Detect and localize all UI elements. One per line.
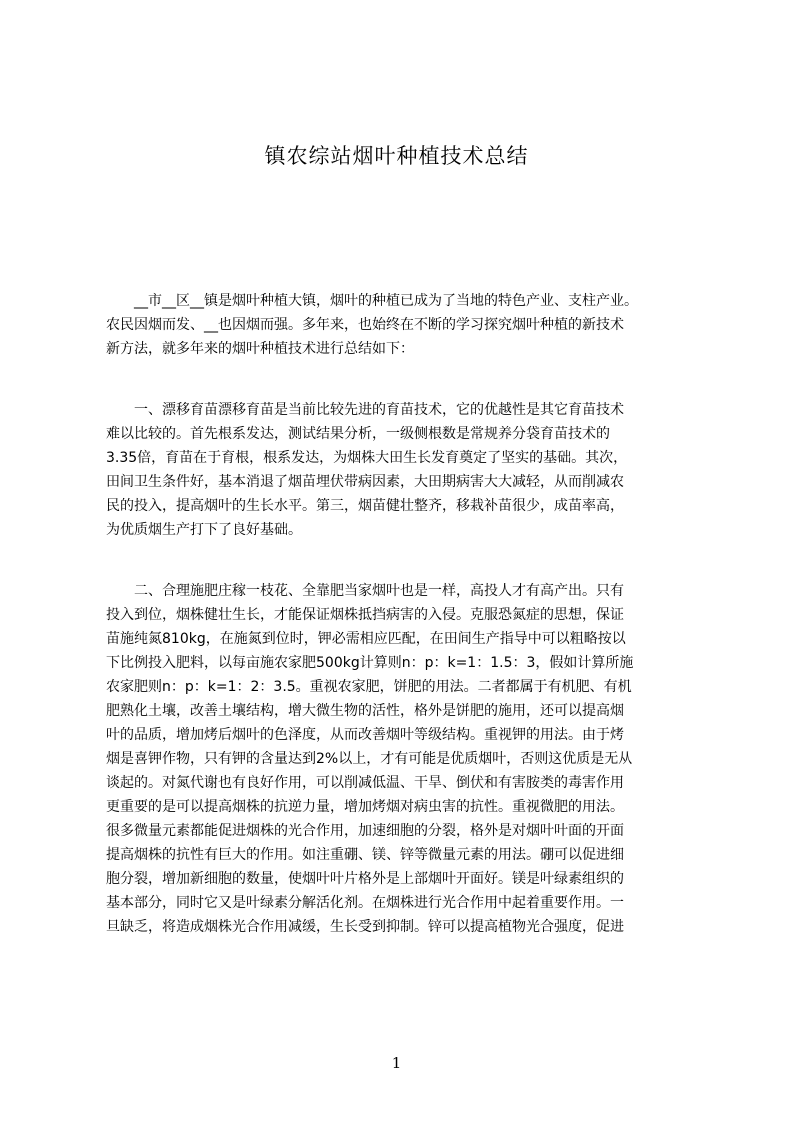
paragraph-fertilizer [106, 579, 706, 939]
paragraph-seedling [106, 398, 706, 542]
text-line: 田间卫生条件好，基本消退了烟苗埋伏带病因素，大田期病害大大减轻，从而削减农 [106, 474, 624, 490]
text-line: 难以比较的。首先根系发达，测试结果分析，一级侧根数是常规养分袋育苗技术的 [106, 426, 610, 442]
text-line: 基本部分，同时它又是叶绿素分解活化剂。在烟株进行光合作用中起着重要作用。一 [106, 895, 624, 911]
text-line: 新方法，就多年来的烟叶种植技术进行总结如下： [106, 341, 414, 357]
text-line: 苗施纯氮810kg，在施氮到位时，钾必需相应匹配，在田间生产指导中可以粗略按以 [106, 631, 626, 647]
text-line: 谈起的。对氮代谢也有良好作用，可以削减低温、干旱、倒伏和有害胺类的毒害作用 [106, 775, 624, 791]
text-line: 肥熟化土壤，改善土壤结构，增大微生物的活性，格外是饼肥的施用，还可以提高烟 [106, 703, 624, 719]
page-number: 1 [391, 1054, 402, 1072]
text-line: __市__区__镇是烟叶种植大镇，烟叶的种植已成为了当地的特色产业、支柱产业。 [106, 293, 638, 309]
text-line: 农家肥则n：p：k=1：2：3.5。重视农家肥，饼肥的用法。二者都属于有机肥、有机 [106, 679, 632, 695]
text-line: 一、漂移育苗漂移育苗是当前比较先进的育苗技术，它的优越性是其它育苗技术 [106, 402, 624, 418]
paragraph-intro [106, 289, 706, 361]
text-line: 投入到位，烟株健壮生长，才能保证烟株抵挡病害的入侵。克服恐氮症的思想，保证 [106, 607, 624, 623]
text-line: 烟是喜钾作物，只有钾的含量达到2%以上，才有可能是优质烟叶，否则这优质是无从 [106, 751, 633, 767]
text-line: 民的投入，提高烟叶的生长水平。第三，烟苗健壮整齐，移栽补苗很少，成苗率高， [106, 498, 624, 514]
text-line: 农民因烟而发、__也因烟而强。多年来，也始终在不断的学习探究烟叶种植的新技术 [106, 317, 624, 333]
text-line: 提高烟株的抗性有巨大的作用。如注重硼、镁、锌等微量元素的用法。硼可以促进细 [106, 847, 624, 863]
text-line: 3.35倍，育苗在于育根，根系发达，为烟株大田生长发育奠定了坚实的基础。其次， [106, 450, 628, 466]
text-line: 为优质烟生产打下了良好基础。 [106, 522, 302, 538]
text-line: 叶的品质，增加烤后烟叶的色泽度，从而改善烟叶等级结构。重视钾的用法。由于烤 [106, 727, 624, 743]
text-line: 旦缺乏，将造成烟株光合作用减缓，生长受到抑制。锌可以提高植物光合强度，促进 [106, 919, 624, 935]
text-line: 胞分裂，增加新细胞的数量，使烟叶叶片格外是上部烟叶开面好。镁是叶绿素组织的 [106, 871, 624, 887]
text-line: 很多微量元素都能促进烟株的光合作用，加速细胞的分裂，格外是对烟叶叶面的开面 [106, 823, 624, 839]
document-title: 镇农综站烟叶种植技术总结 [264, 144, 529, 168]
text-line: 下比例投入肥料，以每亩施农家肥500kg计算则n：p：k=1：1.5：3，假如计算所施 [106, 655, 634, 671]
text-line: 二、合理施肥庄稼一枝花、全靠肥当家烟叶也是一样，高投人才有高产出。只有 [106, 583, 624, 599]
text-line: 更重要的是可以提高烟株的抗逆力量，增加烤烟对病虫害的抗性。重视微肥的用法。 [106, 799, 624, 815]
